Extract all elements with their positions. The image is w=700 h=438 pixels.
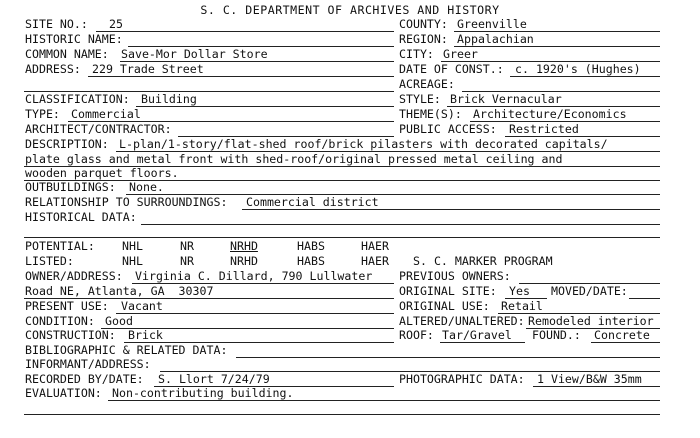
themes-value: Architecture/Economics bbox=[473, 107, 627, 121]
historical-data-label: HISTORICAL DATA: bbox=[25, 210, 137, 224]
section-separator bbox=[24, 237, 660, 238]
present-use-label: PRESENT USE: bbox=[25, 299, 109, 313]
county-value: Greenville bbox=[457, 17, 527, 31]
address-line bbox=[88, 76, 394, 77]
outbuildings-label: OUTBUILDINGS: bbox=[25, 180, 116, 194]
owner-line-1: Virginia C. Dillard, 790 Lullwater bbox=[135, 269, 373, 283]
historic-name-label: HISTORIC NAME: bbox=[25, 32, 123, 46]
potential-nr: NR bbox=[180, 239, 194, 253]
description-rule-3 bbox=[24, 180, 660, 181]
date-const-value: c. 1920's (Hughes) bbox=[515, 62, 641, 76]
description-line-2: plate glass and metal front with shed-roof/original pressed metal ceiling and bbox=[25, 152, 563, 166]
condition-label: CONDITION: bbox=[25, 314, 95, 328]
informant-label: INFORMANT/ADDRESS: bbox=[25, 357, 151, 371]
marker-program-heading: S. C. MARKER PROGRAM bbox=[413, 254, 553, 268]
listed-label: LISTED: bbox=[25, 254, 74, 268]
construction-value: Brick bbox=[128, 328, 163, 342]
address-label: ADDRESS: bbox=[25, 62, 81, 76]
bottom-blank-line bbox=[24, 414, 660, 415]
listed-nrhd: NRHD bbox=[230, 254, 258, 268]
date-const-line bbox=[510, 76, 660, 77]
recorded-by-value: S. Llort 7/24/79 bbox=[158, 372, 270, 386]
date-const-label: DATE OF CONST.: bbox=[399, 62, 504, 76]
photographic-data-line bbox=[533, 386, 660, 387]
style-label: STYLE: bbox=[399, 92, 441, 106]
evaluation-label: EVALUATION: bbox=[25, 386, 102, 400]
construction-label: CONSTRUCTION: bbox=[25, 328, 116, 342]
original-use-value: Retail bbox=[501, 299, 543, 313]
potential-nhl: NHL bbox=[122, 239, 143, 253]
previous-owners-label: PREVIOUS OWNERS: bbox=[399, 269, 511, 283]
themes-label: THEME(S): bbox=[399, 107, 462, 121]
bibliographic-line bbox=[236, 357, 660, 358]
county-label: COUNTY: bbox=[399, 17, 448, 31]
original-site-label: ORIGINAL SITE: bbox=[399, 284, 497, 298]
potential-label: POTENTIAL: bbox=[25, 239, 95, 253]
region-label: REGION: bbox=[399, 32, 448, 46]
classification-value: Building bbox=[141, 92, 197, 106]
moved-date-line bbox=[629, 298, 660, 299]
site-no-value: 25 bbox=[109, 17, 123, 31]
potential-haer: HAER bbox=[361, 239, 389, 253]
listed-nr: NR bbox=[180, 254, 194, 268]
description-label: DESCRIPTION: bbox=[25, 137, 109, 151]
public-access-value: Restricted bbox=[509, 122, 579, 136]
condition-value: Good bbox=[105, 314, 133, 328]
relationship-line bbox=[242, 209, 660, 210]
common-name-value: Save-Mor Dollar Store bbox=[121, 47, 268, 61]
roof-label: ROOF: bbox=[399, 328, 434, 342]
city-value: Greer bbox=[443, 47, 478, 61]
region-line bbox=[454, 46, 660, 47]
moved-date-label: MOVED/DATE: bbox=[551, 284, 628, 298]
roof-value: Tar/Gravel bbox=[442, 328, 512, 342]
city-label: CITY: bbox=[399, 47, 434, 61]
photographic-data-label: PHOTOGRAPHIC DATA: bbox=[399, 372, 525, 386]
description-line-1: L-plan/1-story/flat-shed roof/brick pilasters with decorated capitals/ bbox=[119, 137, 608, 151]
style-value: Brick Vernacular bbox=[450, 92, 562, 106]
relationship-label: RELATIONSHIP TO SURROUNDINGS: bbox=[25, 195, 228, 209]
listed-haer: HAER bbox=[361, 254, 389, 268]
found-label: FOUND.: bbox=[532, 328, 581, 342]
outbuildings-value: None. bbox=[129, 180, 164, 194]
found-line bbox=[591, 342, 660, 343]
altered-value: Remodeled interior bbox=[528, 314, 654, 328]
public-access-label: PUBLIC ACCESS: bbox=[399, 122, 497, 136]
roof-line bbox=[440, 342, 525, 343]
common-name-label: COMMON NAME: bbox=[25, 47, 109, 61]
site-no-label: SITE NO.: bbox=[25, 17, 88, 31]
present-use-line bbox=[116, 313, 394, 314]
photographic-data-value: 1 View/B&W 35mm bbox=[537, 372, 642, 386]
site-no-line bbox=[96, 31, 394, 32]
recorded-by-label: RECORDED BY/DATE: bbox=[25, 372, 144, 386]
listed-nhl: NHL bbox=[122, 254, 143, 268]
acreage-label: ACREAGE: bbox=[399, 77, 455, 91]
evaluation-value: Non-contributing building. bbox=[112, 386, 294, 400]
owner-label: OWNER/ADDRESS: bbox=[25, 269, 123, 283]
type-label: TYPE: bbox=[25, 107, 60, 121]
listed-habs: HABS bbox=[297, 254, 325, 268]
found-value: Concrete bbox=[594, 328, 650, 342]
architect-label: ARCHITECT/CONTRACTOR: bbox=[25, 122, 172, 136]
classification-label: CLASSIFICATION: bbox=[25, 92, 130, 106]
description-line-3: wooden parquet floors. bbox=[25, 166, 179, 180]
type-value: Commercial bbox=[71, 107, 141, 121]
bibliographic-label: BIBLIOGRAPHIC & RELATED DATA: bbox=[25, 343, 228, 357]
address-value: 229 Trade Street bbox=[92, 62, 204, 76]
evaluation-line bbox=[108, 400, 660, 401]
classification-line bbox=[136, 106, 394, 107]
original-use-label: ORIGINAL USE: bbox=[399, 299, 490, 313]
relationship-value: Commercial district bbox=[246, 195, 379, 209]
region-value: Appalachian bbox=[457, 32, 534, 46]
present-use-value: Vacant bbox=[121, 299, 163, 313]
card-title: S. C. DEPARTMENT OF ARCHIVES AND HISTORY bbox=[200, 3, 500, 17]
owner-line-2: Road NE, Atlanta, GA 30307 bbox=[25, 284, 214, 298]
altered-label: ALTERED/UNALTERED: bbox=[399, 314, 525, 328]
historical-data-line bbox=[141, 224, 660, 225]
potential-nrhd: NRHD bbox=[230, 239, 258, 253]
original-site-value: Yes bbox=[509, 284, 530, 298]
potential-habs: HABS bbox=[297, 239, 325, 253]
